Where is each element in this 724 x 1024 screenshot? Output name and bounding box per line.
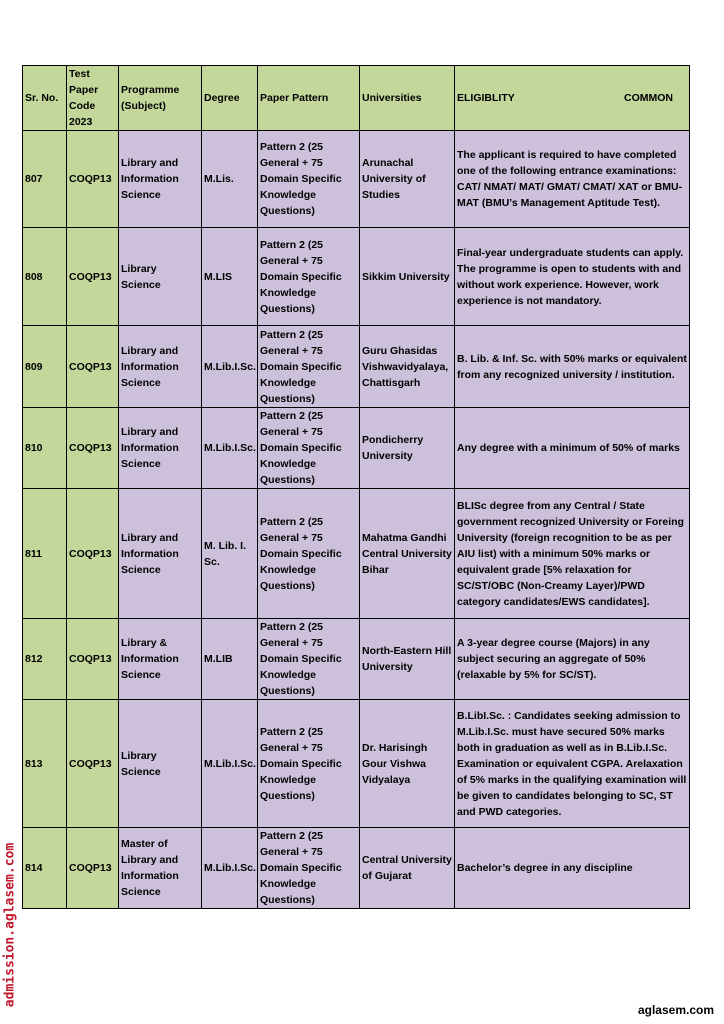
university-cell: Dr. Harisingh Gour Vishwa Vidyalaya	[360, 700, 455, 828]
degree-cell: M.Lib.I.Sc.	[202, 326, 258, 408]
programme-cell: Library & Information Science	[119, 619, 202, 700]
university-cell: Guru Ghasidas Vishwavidyalaya, Chattisgarh	[360, 326, 455, 408]
table-row	[23, 131, 690, 228]
pattern-cell: Pattern 2 (25 General + 75 Domain Specific Knowledge Questions)	[258, 619, 360, 700]
programme-cell: Library and Information Science	[119, 131, 202, 228]
code-cell: COQP13	[67, 828, 119, 909]
sr-no-cell: 808	[23, 228, 67, 326]
programme-cell: Master of Library and Information Science	[119, 828, 202, 909]
eligibility-cell: B.LibI.Sc. : Candidates seeking admission to M.Lib.I.Sc. must have secured 50% marks both in graduation as well as in B.Lib.I.Sc. Examination or equivalent CGPA. Arelaxation of 5% marks in the qualifying examination will be given to candidates belonging to SC, ST and PWD categories.	[455, 700, 690, 828]
code-cell: COQP13	[67, 326, 119, 408]
header-test-paper-code: Test Paper Code 2023	[67, 66, 119, 131]
code-cell: COQP13	[67, 700, 119, 828]
degree-cell: M.Lib.I.Sc.	[202, 408, 258, 489]
university-cell: Central University of Gujarat	[360, 828, 455, 909]
degree-cell: M.Lis.	[202, 131, 258, 228]
university-cell: Arunachal University of Studies	[360, 131, 455, 228]
sr-no-cell: 814	[23, 828, 67, 909]
eligibility-cell: Any degree with a minimum of 50% of marks	[455, 408, 690, 489]
header-paper-pattern: Paper Pattern	[258, 66, 360, 131]
eligibility-cell: Final-year undergraduate students can apply. The programme is open to students with and without work experience. However, work experience is not mandatory.	[455, 228, 690, 326]
pattern-cell: Pattern 2 (25 General + 75 Domain Specific Knowledge Questions)	[258, 326, 360, 408]
degree-cell: M.Lib.I.Sc.	[202, 700, 258, 828]
table-row	[23, 828, 690, 909]
eligibility-table	[22, 65, 690, 909]
university-cell: Pondicherry University	[360, 408, 455, 489]
header-universities: Universities	[360, 66, 455, 131]
table-row	[23, 489, 690, 619]
pattern-cell: Pattern 2 (25 General + 75 Domain Specific Knowledge Questions)	[258, 489, 360, 619]
table-row	[23, 228, 690, 326]
code-cell: COQP13	[67, 489, 119, 619]
code-cell: COQP13	[67, 228, 119, 326]
sr-no-cell: 807	[23, 131, 67, 228]
pattern-cell: Pattern 2 (25 General + 75 Domain Specific Knowledge Questions)	[258, 700, 360, 828]
header-common: COMMON	[624, 92, 673, 104]
degree-cell: M.Lib.I.Sc.	[202, 828, 258, 909]
university-cell: North-Eastern Hill University	[360, 619, 455, 700]
table-row	[23, 619, 690, 700]
programme-cell: Library and Information Science	[119, 408, 202, 489]
sr-no-cell: 810	[23, 408, 67, 489]
code-cell: COQP13	[67, 408, 119, 489]
sr-no-cell: 813	[23, 700, 67, 828]
code-cell: COQP13	[67, 131, 119, 228]
pattern-cell: Pattern 2 (25 General + 75 Domain Specific Knowledge Questions)	[258, 828, 360, 909]
code-cell: COQP13	[67, 619, 119, 700]
eligibility-cell: Bachelor’s degree in any discipline	[455, 828, 690, 909]
header-programme: Programme (Subject)	[119, 66, 202, 131]
table-header-row	[23, 66, 690, 131]
sr-no-cell: 809	[23, 326, 67, 408]
eligibility-cell: BLISc degree from any Central / State government recognized University or Foreing University (foreign recognition to be as per AIU list) with a minimum 50% marks or equivalent grade [5% relaxation for SC/ST/OBC (Non-Creamy Layer)/PWD category candidates/EWS candidates].	[455, 489, 690, 619]
header-sr-no: Sr. No.	[23, 66, 67, 131]
watermark-text: admission.aglasem.com	[2, 842, 18, 1008]
sr-no-cell: 811	[23, 489, 67, 619]
eligibility-cell: A 3-year degree course (Majors) in any subject securing an aggregate of 50% (relaxable by 5% for SC/ST).	[455, 619, 690, 700]
programme-cell: Library and Information Science	[119, 326, 202, 408]
university-cell: Sikkim University	[360, 228, 455, 326]
header-eligibility: ELIGIBLITY	[457, 92, 515, 104]
table-row	[23, 700, 690, 828]
programme-cell: Library Science	[119, 700, 202, 828]
eligibility-cell: The applicant is required to have completed one of the following entrance examinations: CAT/ NMAT/ MAT/ GMAT/ CMAT/ XAT or BMU-MAT (BMU’s Management Aptitude Test).	[455, 131, 690, 228]
pattern-cell: Pattern 2 (25 General + 75 Domain Specific Knowledge Questions)	[258, 228, 360, 326]
university-cell: Mahatma Gandhi Central University Bihar	[360, 489, 455, 619]
programme-cell: Library Science	[119, 228, 202, 326]
table-row	[23, 326, 690, 408]
header-degree: Degree	[202, 66, 258, 131]
eligibility-cell: B. Lib. & Inf. Sc. with 50% marks or equivalent from any recognized university / institution.	[455, 326, 690, 408]
sr-no-cell: 812	[23, 619, 67, 700]
table-row	[23, 408, 690, 489]
degree-cell: M.LIS	[202, 228, 258, 326]
pattern-cell: Pattern 2 (25 General + 75 Domain Specific Knowledge Questions)	[258, 131, 360, 228]
header-eligibility-cell	[455, 66, 690, 131]
footer-site[interactable]: aglasem.com	[637, 1003, 714, 1017]
degree-cell: M. Lib. I. Sc.	[202, 489, 258, 619]
watermark	[0, 830, 20, 1020]
degree-cell: M.LIB	[202, 619, 258, 700]
pattern-cell: Pattern 2 (25 General + 75 Domain Specific Knowledge Questions)	[258, 408, 360, 489]
programme-cell: Library and Information Science	[119, 489, 202, 619]
